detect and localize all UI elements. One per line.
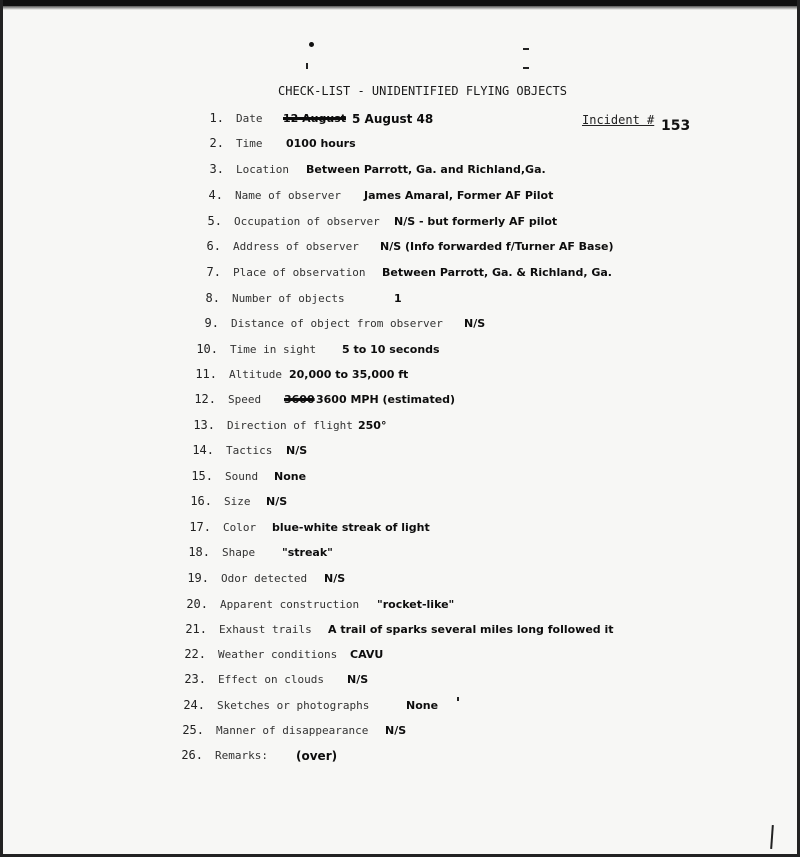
item-value: Between Parrott, Ga. and Richland,Ga. [306,163,546,176]
checklist-item-sound [0,469,800,487]
item-label: Tactics [226,444,273,457]
checklist-item-remarks [0,748,800,766]
checklist-item-distance [0,316,800,334]
item-number: 11. [195,367,217,381]
checklist-item-number-of-objects [0,291,800,309]
item-value: 3600 MPH (estimated) [316,393,456,406]
item-label: Occupation of observer [234,215,380,228]
item-label: Date [236,112,263,125]
checklist-item-construction [0,597,800,615]
checklist-item-exhaust-trails [0,622,800,640]
item-number: 2. [209,136,224,150]
item-label: Distance of object from observer [231,317,443,330]
item-number: 9. [204,316,219,330]
item-number: 4. [208,188,223,202]
checklist-item-address [0,239,800,257]
document-title: CHECK-LIST - UNIDENTIFIED FLYING OBJECTS [278,84,567,98]
item-value: CAVU [350,648,384,661]
item-label: Shape [222,546,256,559]
checklist-item-effect-on-clouds [0,672,800,690]
incident-label: Incident # [582,113,655,127]
item-label: Number of objects [232,292,345,305]
item-label: Effect on clouds [218,673,324,686]
item-value: N/S [385,724,407,737]
item-number: 20. [186,597,208,611]
item-number: 10. [196,342,218,356]
item-value: 250° [358,419,387,432]
checklist-item-time-in-sight [0,342,800,360]
struck-value: 3600 [284,393,315,406]
checklist-item-color [0,520,800,538]
item-number: 26. [181,748,203,762]
item-label: Manner of disappearance [216,724,369,737]
item-value: James Amaral, Former AF Pilot [364,189,554,202]
checklist-item-direction [0,418,800,436]
item-number: 21. [185,622,207,636]
item-number: 6. [206,239,221,253]
item-value: N/S [324,572,346,585]
item-value: (over) [296,749,338,763]
item-number: 14. [192,443,214,457]
item-label: Time in sight [230,343,317,356]
item-label: Weather conditions [218,648,338,661]
checklist-item-occupation [0,214,800,232]
margin-mark [770,825,774,849]
item-label: Name of observer [235,189,341,202]
item-value: 1 [394,292,402,305]
checklist-item-size [0,494,800,512]
item-number: 23. [184,672,206,686]
item-value: N/S [464,317,486,330]
checklist-item-time [0,136,800,154]
item-value: None [406,699,439,712]
item-label: Location [236,163,289,176]
checklist-item-location [0,162,800,180]
checklist-item-sketches [0,698,800,716]
item-number: 25. [182,723,204,737]
checklist-item-tactics [0,443,800,461]
item-label: Direction of flight [227,419,353,432]
item-value: "rocket-like" [377,598,455,611]
item-number: 19. [187,571,209,585]
scan-top-shadow [0,6,800,10]
item-number: 7. [206,265,221,279]
item-value: blue-white streak of light [272,521,430,534]
scan-speck [523,67,529,69]
item-value: "streak" [282,546,333,559]
item-number: 12. [194,392,216,406]
checklist-item-altitude [0,367,800,385]
scan-speck [309,42,314,47]
item-number: 3. [209,162,224,176]
item-label: Speed [228,393,262,406]
checklist-item-speed [0,392,800,410]
checklist-item-odor [0,571,800,589]
item-label: Sketches or photographs [217,699,370,712]
item-label: Size [224,495,251,508]
item-value: 20,000 to 35,000 ft [289,368,409,381]
item-label: Apparent construction [220,598,360,611]
item-value: Between Parrott, Ga. & Richland, Ga. [382,266,612,279]
item-label: Time [236,137,263,150]
scan-speck [306,63,308,69]
checklist-item-disappearance [0,723,800,741]
item-value: N/S [266,495,288,508]
item-value: N/S [286,444,308,457]
item-label: Color [223,521,257,534]
item-number: 16. [190,494,212,508]
item-number: 17. [189,520,211,534]
item-label: Place of observation [233,266,366,279]
item-number: 15. [191,469,213,483]
item-number: 24. [183,698,205,712]
item-value: A trail of sparks several miles long followed it [328,623,614,636]
item-value: N/S - but formerly AF pilot [394,215,558,228]
item-value: 0100 hours [286,137,356,150]
struck-value: 12 August [283,112,346,125]
item-label: Altitude [229,368,282,381]
checklist-item-weather [0,647,800,665]
item-label: Address of observer [233,240,359,253]
checklist-item-shape [0,545,800,563]
item-number: 5. [207,214,222,228]
incident-number: 153 [661,118,691,134]
item-label: Exhaust trails [219,623,312,636]
checklist-item-observer-name [0,188,800,206]
checklist-item-date [0,111,800,129]
item-number: 13. [193,418,215,432]
item-number: 22. [184,647,206,661]
item-value: N/S (Info forwarded f/Turner AF Base) [380,240,614,253]
scan-speck [523,48,529,50]
item-value: None [274,470,307,483]
checklist-item-place [0,265,800,283]
item-value: N/S [347,673,369,686]
item-label: Sound [225,470,259,483]
item-label: Odor detected [221,572,308,585]
item-label: Remarks: [215,749,268,762]
item-number: 1. [209,111,224,125]
item-number: 18. [188,545,210,559]
item-value: 5 to 10 seconds [342,343,440,356]
item-value: 5 August 48 [352,112,434,126]
item-number: 8. [205,291,220,305]
